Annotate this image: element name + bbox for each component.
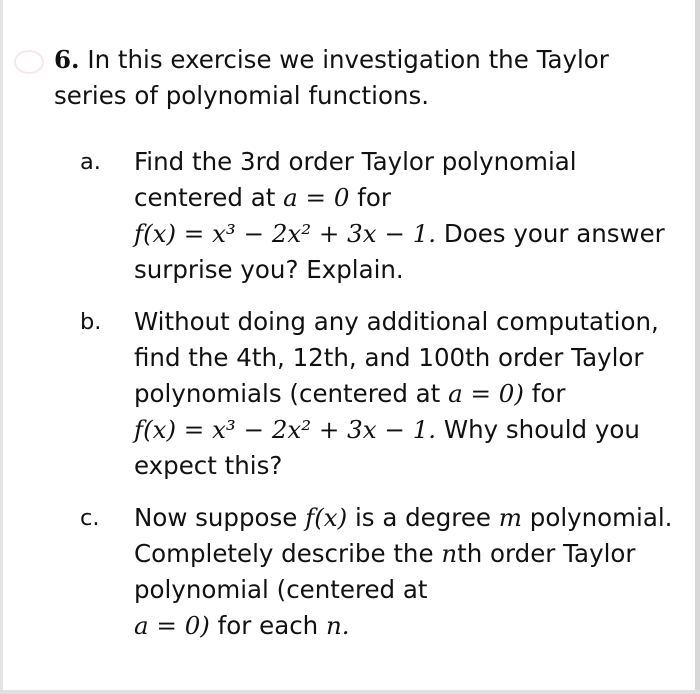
part-a-math-function: f(x) = x³ − 2x² + 3x − 1. — [134, 219, 437, 248]
part-c-text-1: Now suppose — [134, 503, 306, 532]
part-c — [54, 500, 674, 644]
problem-number: 6. — [54, 45, 80, 74]
part-b-text-2: for — [523, 379, 566, 408]
part-c-text-4: th order Taylor polynomial (centered at — [134, 539, 636, 604]
part-c-math-f: f(x) — [305, 503, 348, 532]
part-b-label: b. — [80, 309, 102, 335]
part-a-text-1: Find the 3rd order Taylor polynomial centered at — [134, 147, 577, 212]
left-border — [0, 0, 3, 694]
problem-parts — [54, 144, 674, 660]
right-border — [695, 0, 700, 694]
part-a-text — [134, 144, 674, 288]
part-c-text-3: polynomial. Completely describe the — [134, 503, 673, 568]
part-c-math-m: m — [498, 503, 522, 532]
part-c-label: c. — [80, 505, 100, 531]
part-a-text-3: Does your answer surprise you? Explain. — [134, 219, 665, 284]
part-c-math-center: a = 0) — [134, 611, 210, 640]
problem-intro: In this exercise we investigation the Taylor series of polynomial functions. — [54, 45, 609, 110]
part-c-text — [134, 500, 674, 644]
bottom-border — [0, 690, 700, 694]
part-b-text — [134, 304, 674, 484]
part-a-label: a. — [80, 149, 101, 175]
part-b-text-1: Without doing any additional computation, find the 4th, 12th, and 100th order Taylor polynomials (centered at — [134, 307, 659, 408]
part-a — [54, 144, 674, 288]
part-b-text-3: Why should you expect this? — [134, 415, 640, 480]
part-b — [54, 304, 674, 484]
part-b-math-function: f(x) = x³ − 2x² + 3x − 1. — [134, 415, 437, 444]
part-c-math-n: n — [441, 539, 458, 568]
part-b-math-center: a = 0) — [448, 379, 524, 408]
part-c-math-n-end: n. — [326, 611, 350, 640]
part-a-text-2: for — [349, 183, 391, 212]
part-c-text-5: for each — [209, 611, 326, 640]
problem-statement — [54, 42, 674, 113]
part-c-text-2: is a degree — [347, 503, 499, 532]
part-a-math-center: a = 0 — [283, 183, 350, 212]
faint-watermark-icon — [14, 50, 44, 74]
